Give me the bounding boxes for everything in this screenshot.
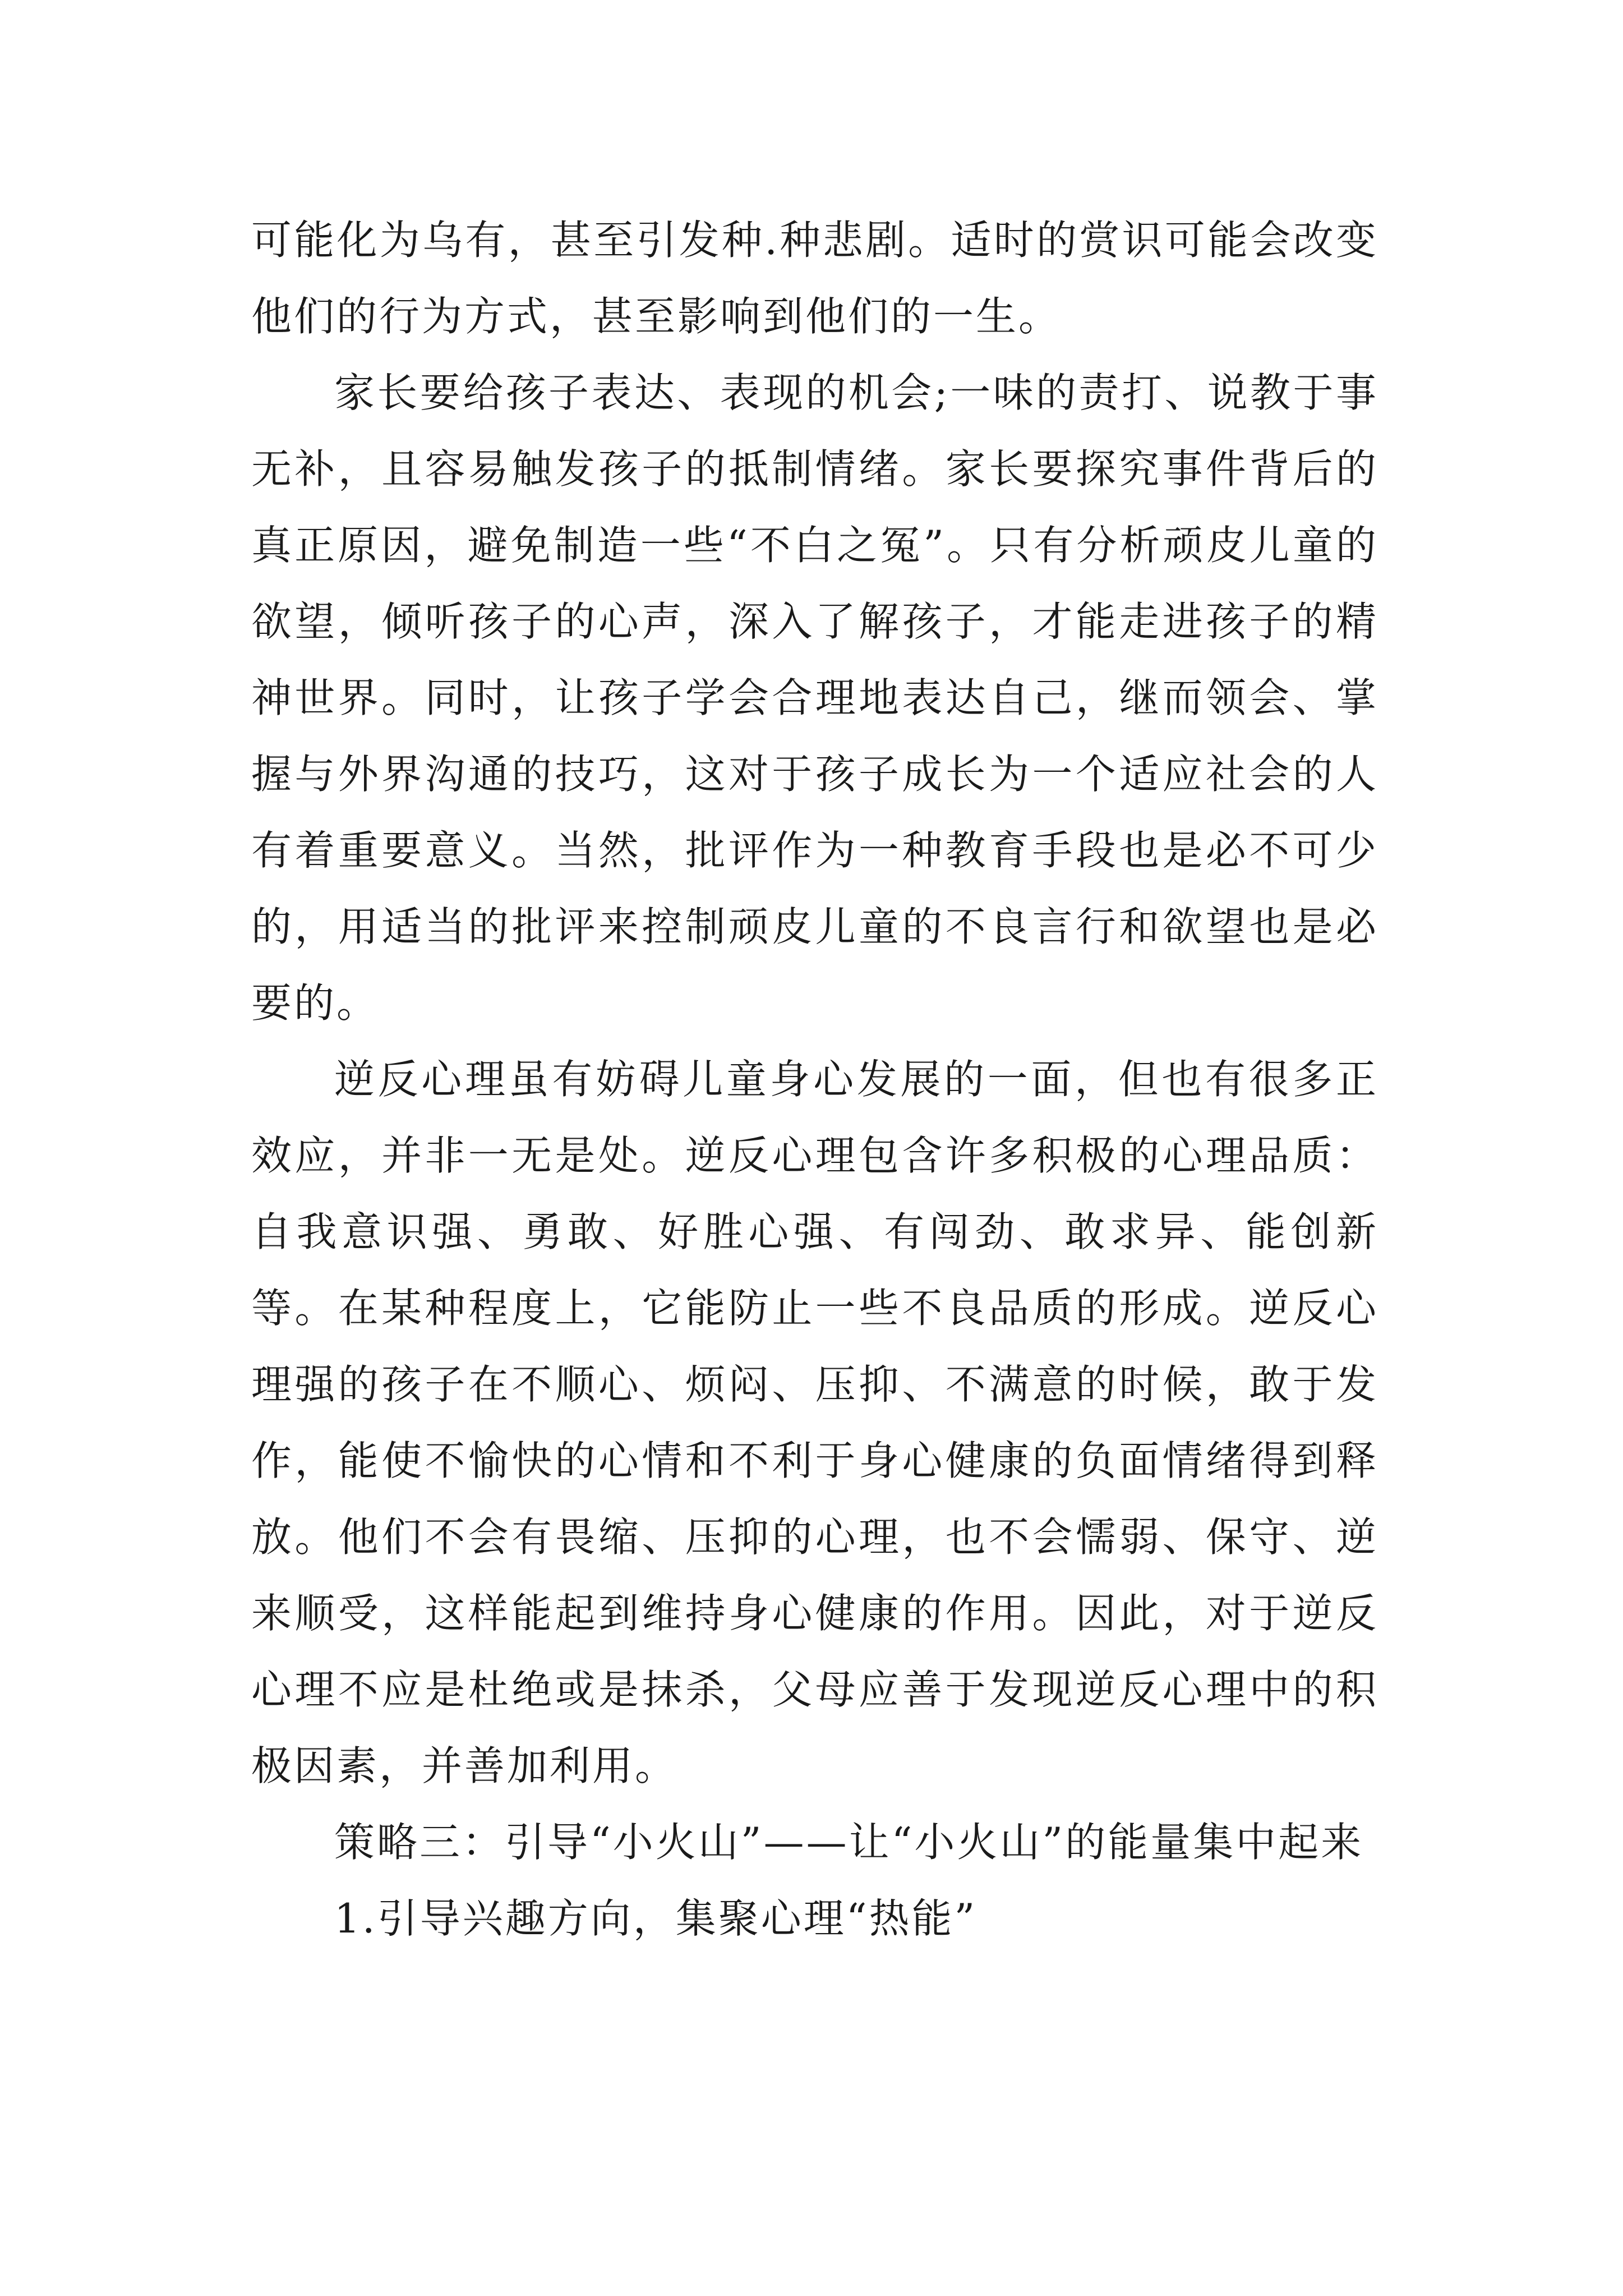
paragraph-rebellious-psychology: 逆反心理虽有妨碍儿童身心发展的一面，但也有很多正效应，并非一无是处。逆反心理包含许多积极的心理品质：自我意识强、勇敢、好胜心强、有闯劲、敢求异、能创新等。在某种程度上，它能防止一些不良品质的形成。逆反心理强的孩子在不顺心、烦闷、压抑、不满意的时候，敢于发作，能使不愉快的心情和不利于身心健康的负面情绪得到释放。他们不会有畏缩、压抑的心理，也不会懦弱、保守、逆来顺受，这样能起到维持身心健康的作用。因此，对于逆反心理不应是杜绝或是抹杀，父母应善于发现逆反心理中的积极因素，并善加利用。 [251,1056,1378,1789]
section-heading-strategy-three: 策略三：引导“小火山”——让“小火山”的能量集中起来 [334,1819,1364,1866]
paragraph-continuation: 可能化为乌有，甚至引发种.种悲剧。适时的赏识可能会改变他们的行为方式，甚至影响到他们的一生。 [251,217,1378,340]
subheading-guide-interest: 1.引导兴趣方向，集聚心理“热能” [334,1895,978,1942]
paragraph-parent-expression: 家长要给孩子表达、表现的机会;一味的责打、说教于事无补，且容易触发孩子的抵制情绪。家长要探究事件背后的真正原因，避免制造一些“不白之冤”。只有分析顽皮儿童的欲望，倾听孩子的心声，深入了解孩子，才能走进孩子的精神世界。同时，让孩子学会合理地表达自己，继而领会、掌握与外界沟通的技巧，这对于孩子成长为一个适应社会的人有着重要意义。当然，批评作为一种教育手段也是必不可少的，用适当的批评来控制顽皮儿童的不良言行和欲望也是必要的。 [251,369,1378,1027]
body-text [251,202,1378,1957]
